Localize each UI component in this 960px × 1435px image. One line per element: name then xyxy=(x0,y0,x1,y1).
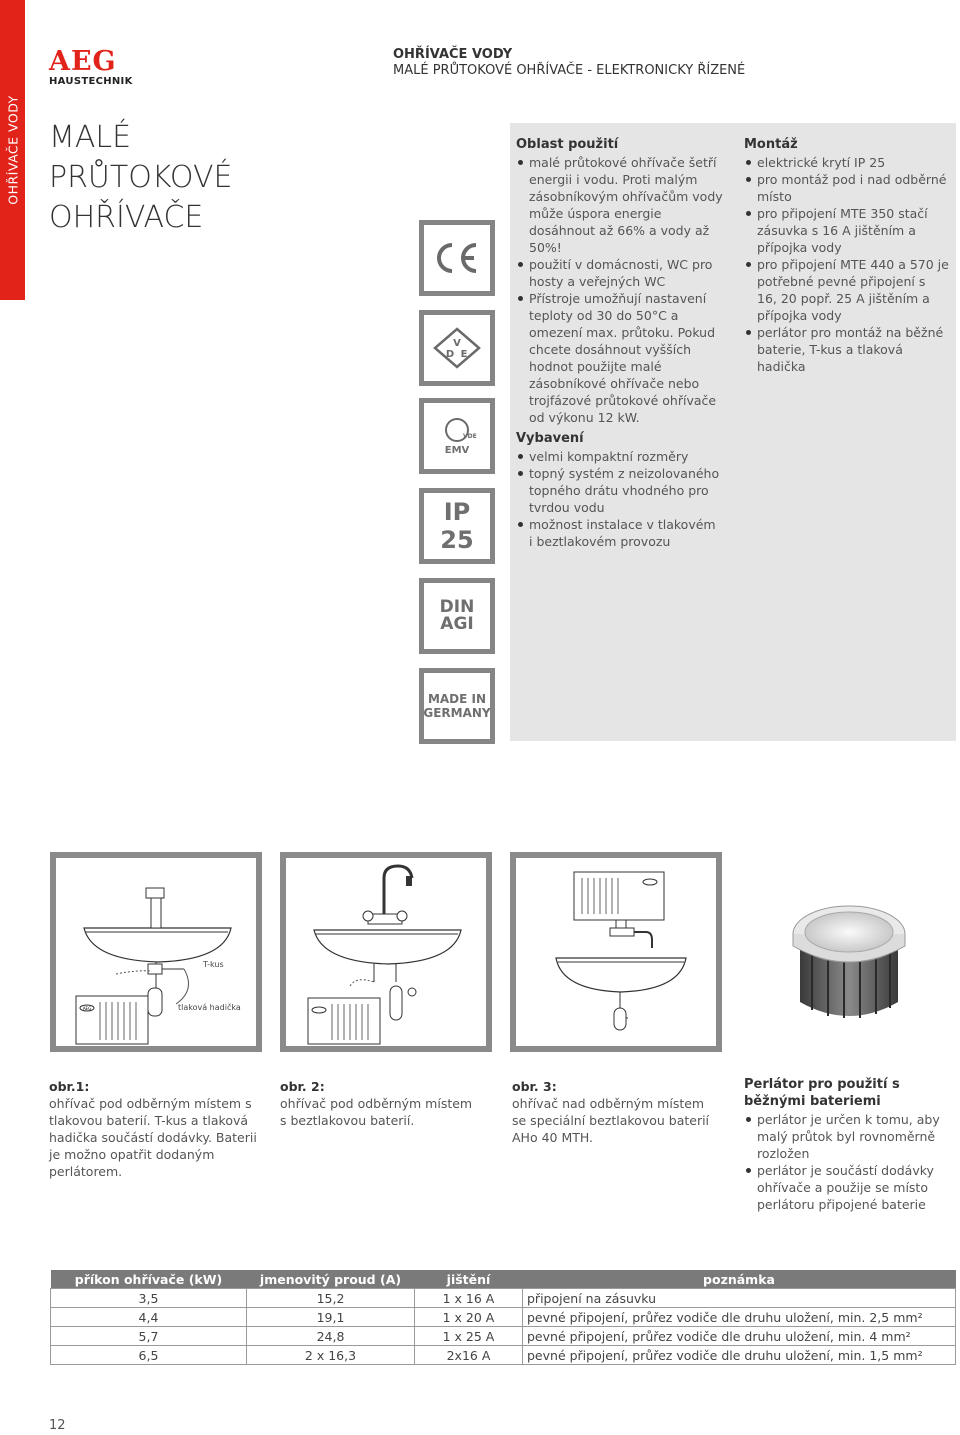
table-cell: 6,5 xyxy=(51,1346,247,1365)
specs-table xyxy=(50,1270,956,1365)
column-header: jištění xyxy=(415,1270,523,1289)
caption-3 xyxy=(512,1078,717,1146)
section-tab xyxy=(0,0,25,300)
table-cell: 2 x 16,3 xyxy=(247,1346,415,1365)
caption-2 xyxy=(280,1078,480,1129)
column-header: příkon ohřívače (kW) xyxy=(51,1270,247,1289)
caption-text: ohřívač nad odběrným místem se speciální beztlakovou baterií AHo 40 MTH. xyxy=(512,1096,710,1145)
table-cell: pevné připojení, průřez vodiče dle druhu uložení, min. 2,5 mm² xyxy=(523,1308,956,1327)
table-cell: 5,7 xyxy=(51,1327,247,1346)
list-item: elektrické krytí IP 25 xyxy=(744,154,949,171)
fig1-unit-logo: AEG xyxy=(82,1006,92,1011)
list-item: Přístroje umožňují nastavení teploty od 30 do 50°C a omezení max. průtoku. Pokud chcete dosáhnout vyšších hodnot použijte malé zásobníkové ohřívače nebo trojfázové průtokové ohřívače od výkonu 12 kW. xyxy=(516,290,726,426)
table-cell: 1 x 16 A xyxy=(415,1289,523,1308)
table-cell: 19,1 xyxy=(247,1308,415,1327)
made-in-germany-badge xyxy=(419,668,495,744)
caption-text: ohřívač pod odběrným místem s tlakovou baterií. T-kus a tlaková hadička součástí dodávky. Baterii je možno opatřit dodaným perlátorem. xyxy=(49,1096,257,1179)
usage-section xyxy=(516,136,726,426)
table-header-row xyxy=(51,1270,956,1289)
table-cell: 3,5 xyxy=(51,1289,247,1308)
table-cell: 1 x 25 A xyxy=(415,1327,523,1346)
caption-text: ohřívač pod odběrným místem s beztlakovou baterií. xyxy=(280,1096,473,1128)
table-cell: připojení na zásuvku xyxy=(523,1289,956,1308)
list-item: malé průtokové ohřívače šetří energii i vodu. Proti malým zásobníkovým ohřívačům vody může úspora energie dosáhnout až 66% a vody až 50%! xyxy=(516,154,726,256)
list-item: pro připojení MTE 350 stačí zásuvka s 16 A jištěním a přípojka vody xyxy=(744,205,949,256)
column-header: jmenovitý proud (A) xyxy=(247,1270,415,1289)
table-row xyxy=(51,1308,956,1327)
caption-label: obr. 3: xyxy=(512,1079,557,1094)
vde-emv-icon xyxy=(437,416,477,446)
table-row xyxy=(51,1327,956,1346)
svg-text:D: D xyxy=(445,349,455,360)
list-item: perlátor je součástí dodávky ohřívače a použije se místo perlátoru připojené baterie xyxy=(744,1162,956,1213)
equipment-heading: Vybavení xyxy=(516,431,584,446)
table-cell: pevné připojení, průřez vodiče dle druhu uložení, min. 4 mm² xyxy=(523,1327,956,1346)
figure-2-under-sink-open xyxy=(280,852,492,1052)
page-number: 12 xyxy=(49,1418,66,1433)
mounting-heading: Montáž xyxy=(744,137,798,152)
aeg-logo xyxy=(49,46,133,87)
list-item: topný systém z neizolovaného topného drátu vhodného pro tvrdou vodu xyxy=(516,465,721,516)
din-agi-label: DIN AGI xyxy=(439,597,475,634)
figure-1-under-sink-pressure xyxy=(50,852,262,1052)
svg-text:VDE: VDE xyxy=(463,433,477,440)
table-cell: 24,8 xyxy=(247,1327,415,1346)
title-line: MALÉ xyxy=(49,120,132,155)
ce-mark-icon xyxy=(432,241,482,275)
list-item: možnost instalace v tlakovém i beztlakovém provozu xyxy=(516,516,721,550)
t-kus-label: T-kus xyxy=(203,960,224,969)
page-header xyxy=(393,47,745,79)
table-cell: 4,4 xyxy=(51,1308,247,1327)
aerator-photo xyxy=(744,852,954,1052)
page-title xyxy=(49,118,232,238)
table-cell: 15,2 xyxy=(247,1289,415,1308)
list-item: pro montáž pod i nad odběrné místo xyxy=(744,171,949,205)
table-cell: 2x16 A xyxy=(415,1346,523,1365)
vde-badge xyxy=(419,310,495,386)
title-line: OHŘÍVAČE xyxy=(49,200,204,235)
list-item: použití v domácnosti, WC pro hosty a veřejných WC xyxy=(516,256,726,290)
list-item: perlátor je určen k tomu, aby malý průtok byl rovnoměrně rozložen xyxy=(744,1111,956,1162)
installation-diagram-2 xyxy=(286,858,486,1046)
svg-text:V: V xyxy=(453,338,461,349)
header-category: OHŘÍVAČE VODY xyxy=(393,47,513,62)
equipment-section xyxy=(516,430,721,550)
caption-1 xyxy=(49,1078,259,1180)
ce-mark-badge xyxy=(419,220,495,296)
usage-heading: Oblast použití xyxy=(516,137,619,152)
installation-diagram-3 xyxy=(516,858,716,1046)
header-subtitle: MALÉ PRŮTOKOVÉ OHŘÍVAČE - ELEKTRONICKY ŘÍZENÉ xyxy=(393,63,746,78)
title-line: PRŮTOKOVÉ xyxy=(49,160,233,195)
din-agi-badge xyxy=(419,578,495,654)
installation-diagram-1 xyxy=(56,858,256,1046)
table-cell: 1 x 20 A xyxy=(415,1308,523,1327)
list-item: perlátor pro montáž na běžné baterie, T-kus a tlaková hadička xyxy=(744,324,949,375)
svg-text:E: E xyxy=(460,349,468,360)
mounting-section xyxy=(744,136,949,375)
column-header: poznámka xyxy=(523,1270,956,1289)
aerator-section xyxy=(744,1076,956,1213)
list-item: velmi kompaktní rozměry xyxy=(516,448,721,465)
caption-label: obr. 2: xyxy=(280,1079,325,1094)
logo-brand: AEG xyxy=(49,46,117,77)
table-row xyxy=(51,1346,956,1365)
section-tab-label: OHŘÍVAČE VODY xyxy=(5,95,20,205)
made-in-germany-label: MADE IN GERMANY xyxy=(423,692,491,720)
caption-label: obr.1: xyxy=(49,1079,90,1094)
aerator-heading: Perlátor pro použití s běžnými bateriemi xyxy=(744,1077,900,1109)
figure-3-above-sink xyxy=(510,852,722,1052)
vde-triangle-icon xyxy=(432,326,482,370)
hadicka-label: tlaková hadička xyxy=(178,1003,241,1012)
vde-emv-badge xyxy=(419,398,495,474)
logo-subtitle: HAUSTECHNIK xyxy=(49,76,133,87)
table-cell: pevné připojení, průřez vodiče dle druhu uložení, min. 1,5 mm² xyxy=(523,1346,956,1365)
ip25-badge xyxy=(419,488,495,564)
emv-label: EMV xyxy=(444,445,470,456)
aerator-icon xyxy=(744,852,954,1052)
ip25-label: IP 25 xyxy=(440,498,474,554)
table-row xyxy=(51,1289,956,1308)
list-item: pro připojení MTE 440 a 570 je potřebné pevné připojení s 16, 20 popř. 25 A jištěním a přípojka vody xyxy=(744,256,949,324)
